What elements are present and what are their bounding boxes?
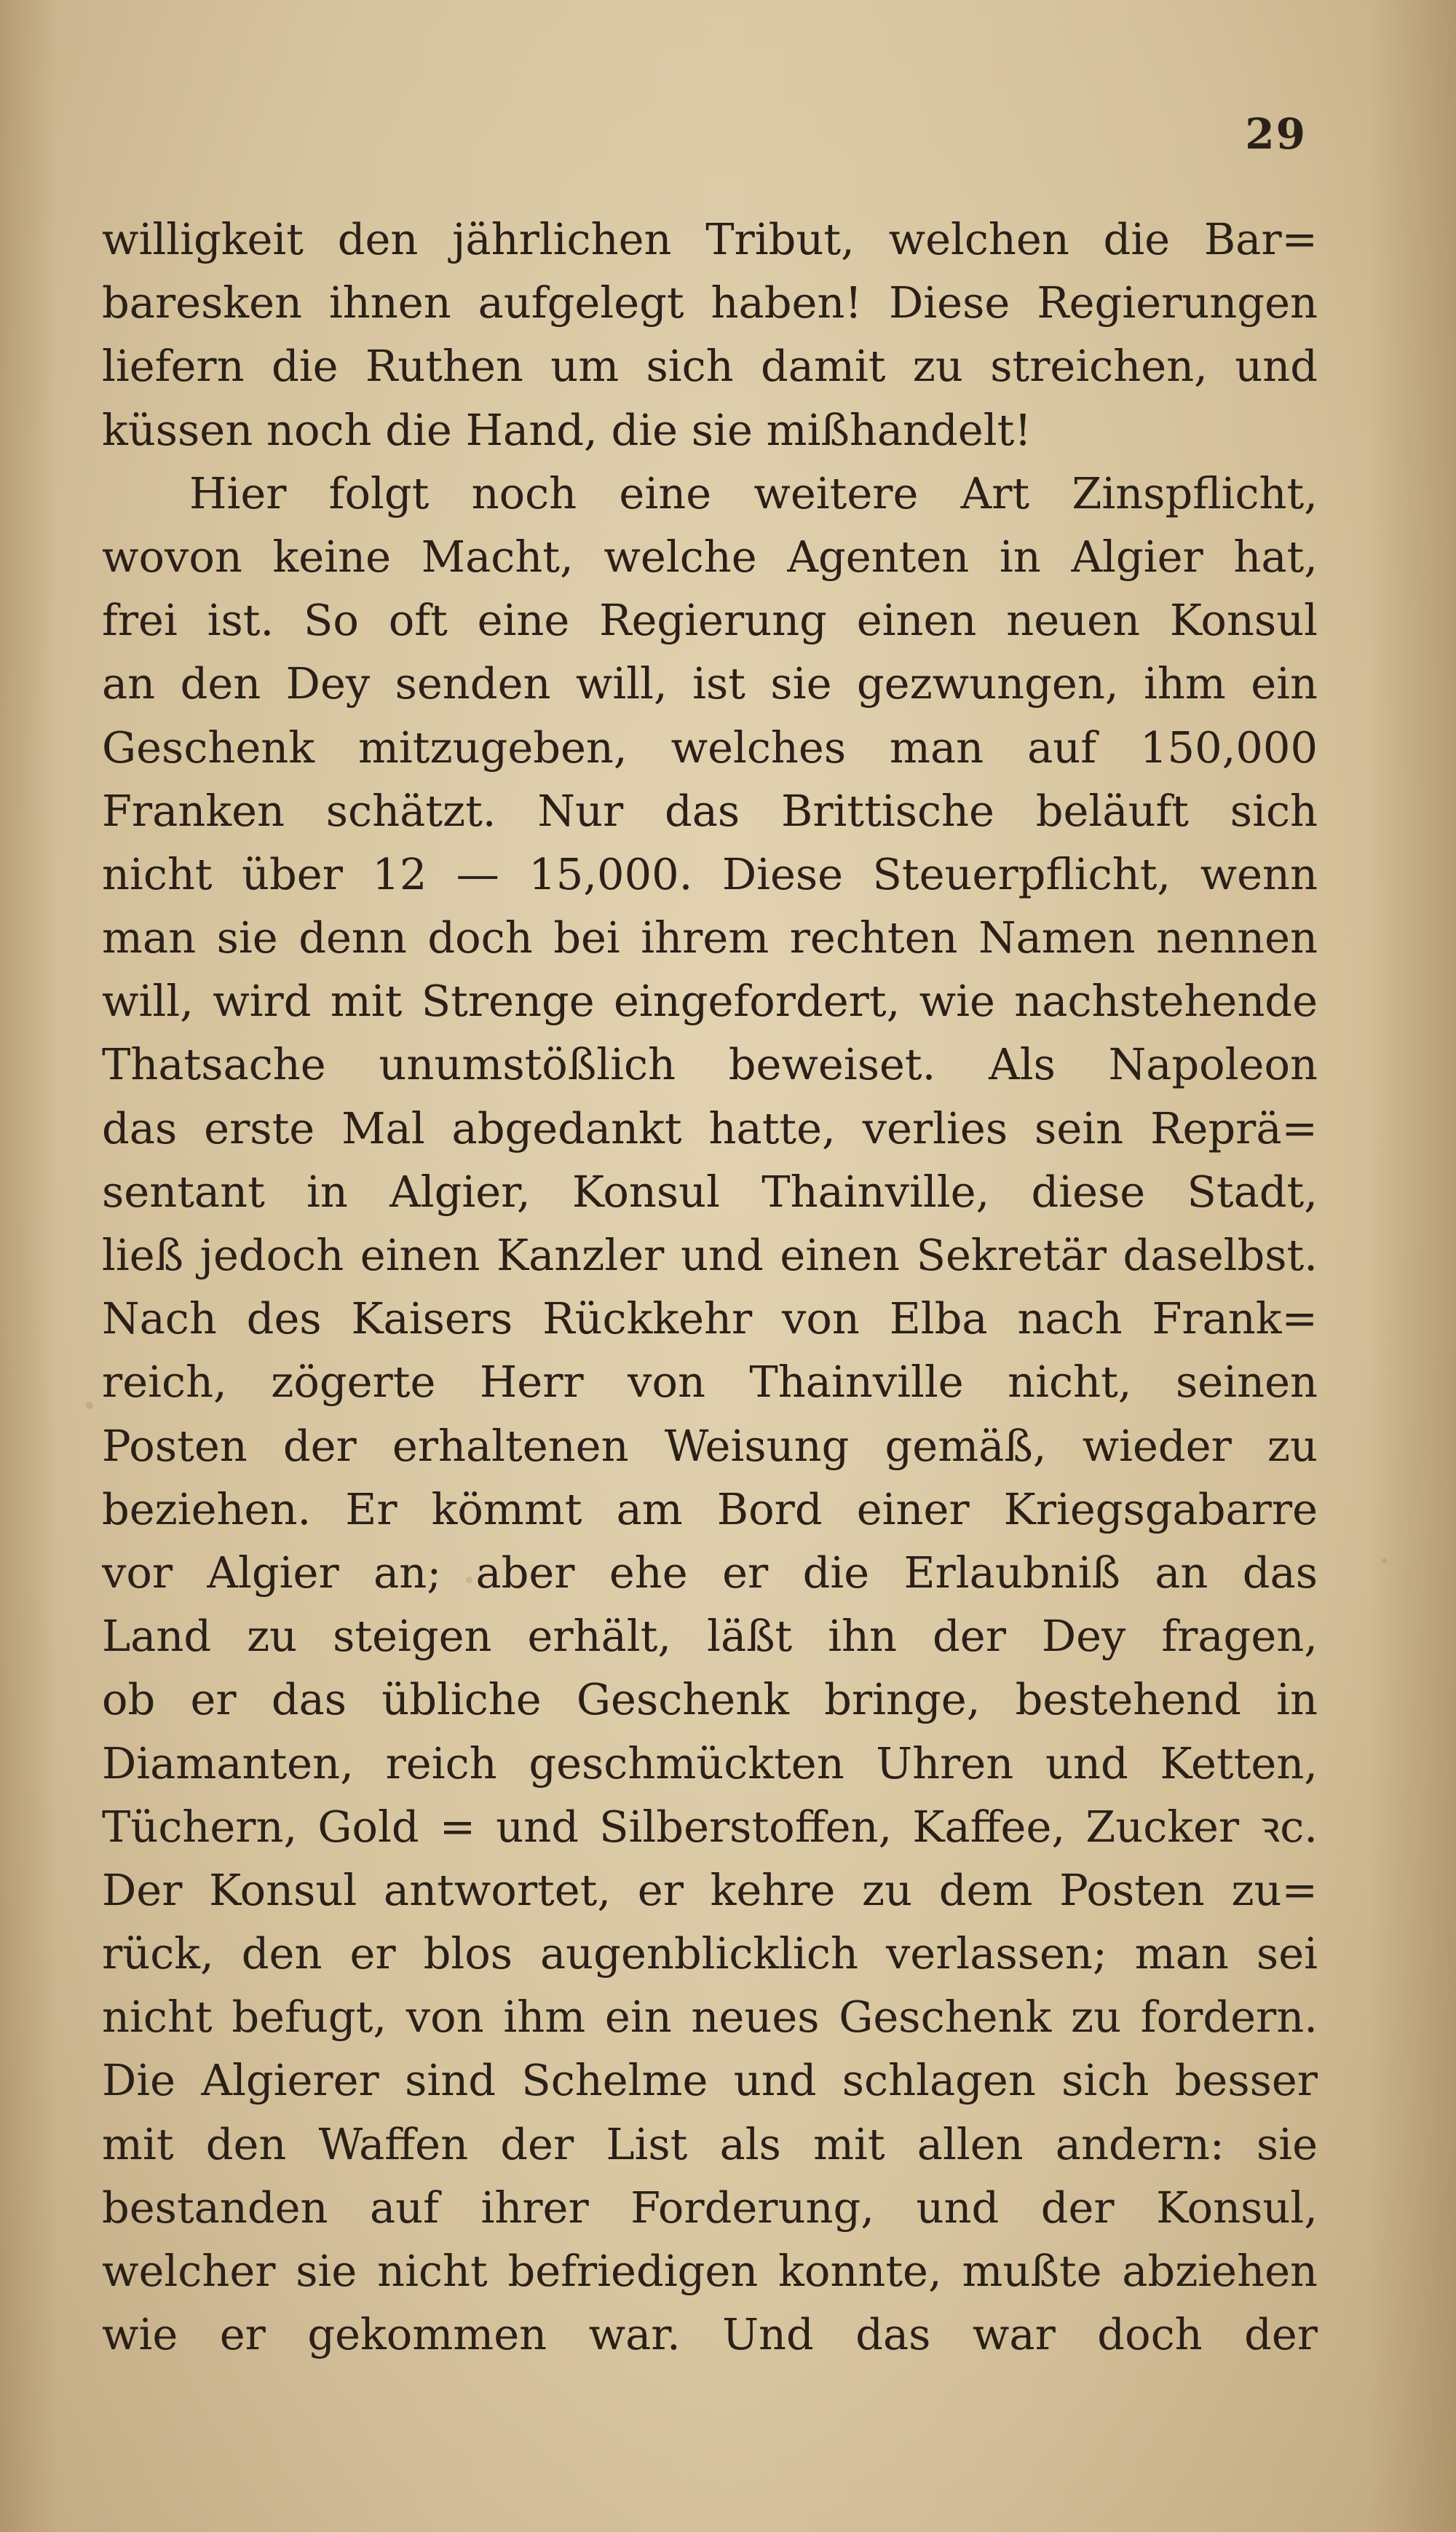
text-line: Hier folgt noch eine weitere Art Zinspflicht, <box>189 468 1318 518</box>
text-line: Die Algierer sind Schelme und schlagen sich besser <box>102 2055 1318 2106</box>
text-line: vor Algier an; aber ehe er die Erlaubniß an das <box>102 1547 1318 1598</box>
paper-stain <box>1382 1558 1387 1563</box>
text-line: Geschenk mitzugeben, welches man auf 150,000 <box>102 722 1318 773</box>
body-text <box>102 208 1318 2366</box>
text-line: küssen noch die Hand, die sie mißhandelt! <box>102 404 1032 455</box>
text-line: Tüchern, Gold = und Silberstoffen, Kaffee, Zucker ꝛc. <box>102 1801 1318 1852</box>
page-number: 29 <box>1245 109 1307 159</box>
text-line: ließ jedoch einen Kanzler und einen Sekretär daselbst. <box>102 1230 1318 1280</box>
text-line: frei ist. So oft eine Regierung einen neuen Konsul <box>102 595 1318 646</box>
text-line: wovon keine Macht, welche Agenten in Algier hat, <box>102 531 1318 582</box>
text-line: Nach des Kaisers Rückkehr von Elba nach Frank= <box>102 1293 1318 1344</box>
text-line: Der Konsul antwortet, er kehre zu dem Posten zu= <box>102 1864 1318 1915</box>
text-line: ob er das übliche Geschenk bringe, bestehend in <box>102 1674 1318 1725</box>
text-line: nicht über 12 — 15,000. Diese Steuerpflicht, wenn <box>102 848 1318 899</box>
text-line: an den Dey senden will, ist sie gezwungen, ihm ein <box>102 658 1318 709</box>
text-line: rück, den er blos augenblicklich verlassen; man sei <box>102 1928 1318 1979</box>
text-line: liefern die Ruthen um sich damit zu streichen, und <box>102 341 1318 392</box>
text-line: man sie denn doch bei ihrem rechten Namen nennen <box>102 912 1318 963</box>
text-line: beziehen. Er kömmt am Bord einer Kriegsgabarre <box>102 1483 1318 1534</box>
text-line: Thatsache unumstößlich beweiset. Als Napoleon <box>102 1039 1318 1090</box>
text-line: will, wird mit Strenge eingefordert, wie nachstehende <box>102 976 1318 1027</box>
text-line: bestanden auf ihrer Forderung, und der Konsul, <box>102 2182 1318 2233</box>
text-line: das erste Mal abgedankt hatte, verlies sein Reprä= <box>102 1103 1318 1153</box>
text-line: Posten der erhaltenen Weisung gemäß, wieder zu <box>102 1420 1318 1471</box>
text-line: sentant in Algier, Konsul Thainville, diese Stadt, <box>102 1166 1318 1217</box>
paper-stain <box>86 1402 93 1409</box>
text-line: Land zu steigen erhält, läßt ihn der Dey fragen, <box>102 1611 1318 1662</box>
text-line: Franken schätzt. Nur das Brittische beläuft sich <box>102 785 1318 836</box>
text-line: nicht befugt, von ihm ein neues Geschenk zu fordern. <box>102 1992 1318 2043</box>
text-line: Diamanten, reich geschmückten Uhren und Ketten, <box>102 1738 1318 1788</box>
text-line: willigkeit den jährlichen Tribut, welchen die Bar= <box>102 214 1318 264</box>
text-line: wie er gekommen war. Und das war doch der <box>102 2309 1318 2360</box>
text-line: welcher sie nicht befriedigen konnte, mußte abziehen <box>102 2246 1318 2296</box>
text-line: mit den Waffen der List als mit allen andern: sie <box>102 2118 1318 2169</box>
text-line: reich, zögerte Herr von Thainville nicht, seinen <box>102 1357 1318 1408</box>
text-line: baresken ihnen aufgelegt haben! Diese Regierungen <box>102 277 1318 328</box>
